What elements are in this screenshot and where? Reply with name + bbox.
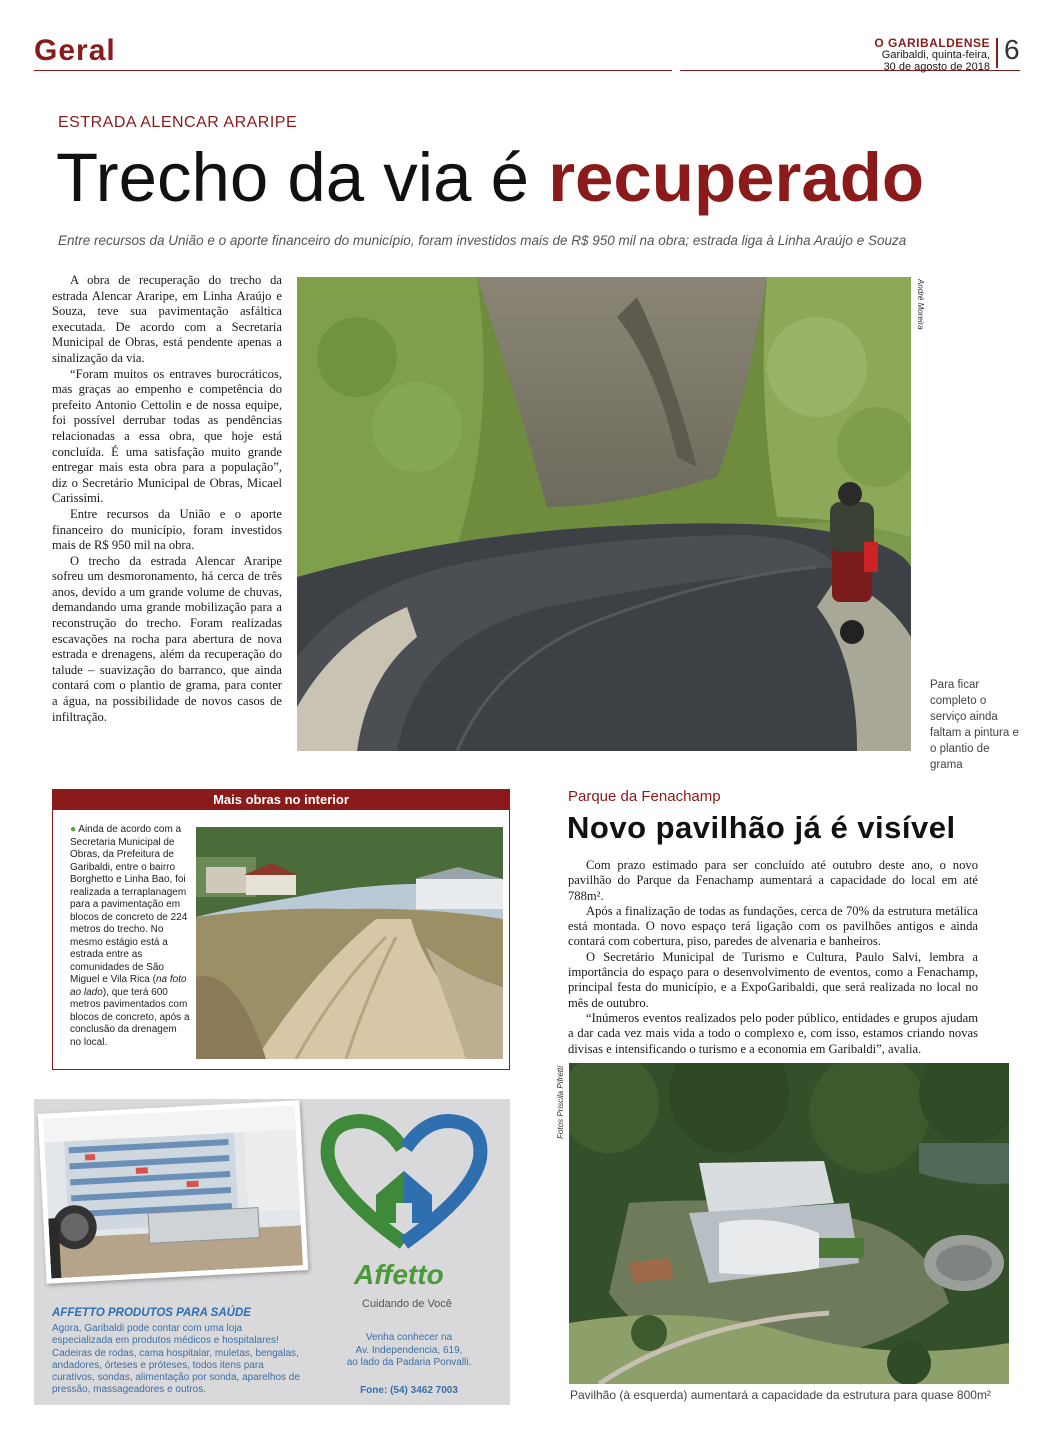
sidebar-box [52, 789, 510, 1070]
ad-tagline: Cuidando de Você [362, 1298, 452, 1310]
ad-phone: Fone: (54) 3462 7003 [360, 1385, 458, 1396]
body-paragraph: Com prazo estimado para ser concluído até outubro deste ano, o novo pavilhão do Parque da Fenachamp aumentará a capacidade do local em até 788m². [568, 858, 978, 903]
address-line: Av. Independencia, 619, [355, 1344, 463, 1356]
edition-date: 30 de agosto de 2018 [883, 61, 990, 73]
article-body [568, 858, 978, 1057]
ad-brand: Affetto [354, 1259, 444, 1290]
aerial-park-illustration [569, 1063, 1009, 1384]
store-illustration [43, 1106, 303, 1279]
page-separator [996, 38, 998, 68]
page-number: 6 [1004, 34, 1020, 65]
advertisement [34, 1099, 510, 1405]
photo-credit: André Moreira [916, 279, 925, 330]
heart-house-logo-icon [314, 1113, 494, 1253]
photo-caption: Para ficar completo o serviço ainda faltam a pintura e o plantio de grama [930, 679, 1019, 771]
dirt-road-photo [196, 827, 503, 1059]
body-paragraph: Após a finalização de todas as fundações, cerca de 70% da estrutura metálica está montada. O novo espaço terá ligação com os pavilhões antigos e ainda contará com cobertura, piso, paredes de alvenaria e banheiros. [568, 903, 978, 949]
article-kicker: ESTRADA ALENCAR ARARIPE [58, 114, 298, 131]
place-day: Garibaldi, quinta-feira, [881, 49, 990, 61]
sidebar-text-italic: na foto ao lado [70, 974, 187, 998]
ad-address [334, 1332, 484, 1370]
body-paragraph: Entre recursos da União e o aporte financeiro do município, foram investidos mais de R$ 950 mil na obra. [52, 506, 282, 553]
sidebar-text [70, 824, 190, 1049]
article-headline: Novo pavilhão já é visível [567, 810, 956, 845]
sidebar-title: Mais obras no interior [53, 790, 509, 810]
road-photo [297, 277, 911, 751]
road-illustration [297, 277, 911, 751]
dirt-road-illustration [196, 827, 503, 1059]
body-paragraph: O Secretário Municipal de Turismo e Cultura, Paulo Salvi, lembra a importância do espaço para o desenvolvimento de eventos, como a Fenachamp, principal festa do município, e a ExpoGaribaldi, que será realizada no local no mês de outubro. [568, 949, 978, 1010]
ad-text: Agora, Garibaldi pode contar com uma loja especializada em produtos médicos e hospitalares! Cadeiras de rodas, cama hospitalar, muletas, bengalas, andadores, órteses e próteses, todos itens para curativos, sondas, alimentação por sonda, aparelhos de pressão, massageadores e outros. [52, 1323, 300, 1396]
body-paragraph: A obra de recuperação do trecho da estrada Alencar Araripe, em Linha Araújo e Souza, teve sua pavimentação asfáltica executada. De acordo com a Secretaria Municipal de Obras, está pendente apenas a sinalização da via. [52, 273, 282, 365]
section-title: Geral [34, 34, 116, 67]
ad-title: AFFETTO PRODUTOS PARA SAÚDE [52, 1307, 251, 1319]
article-body [52, 273, 282, 725]
headline-accent: recuperado [548, 139, 924, 216]
bullet-icon: ● [70, 824, 77, 835]
article-headline [56, 136, 924, 220]
affetto-logo [314, 1113, 494, 1253]
headline-lead: Trecho da via é [56, 139, 549, 216]
article-subhead: Entre recursos da União e o aporte financeiro do município, foram investidos mais de R$ 950 mil na obra; estrada liga à Linha Araújo e Souza [58, 233, 907, 248]
paper-name: O GARIBALDENSE [874, 36, 990, 50]
address-line: Venha conhecer na [365, 1332, 453, 1343]
body-paragraph: O trecho da estrada Alencar Araripe sofreu um desmoronamento, há cerca de três anos, devido a um grande volume de chuvas, demandando uma grande mobilização para a reconstrução do trecho. Foram realizadas escavações na rocha para abertura de nova estrada e drenagens, além da recuperação do talude – suavização do barranco, que ainda contará com o plantio de grama, para conter a água, na possibilidade de novos casos de infiltração. [52, 553, 282, 724]
article-kicker: Parque da Fenachamp [568, 788, 721, 805]
photo-credit: Fotos Priscila Pifretti [556, 1066, 565, 1139]
sidebar-text-part: ), que terá 600 metros pavimentados com blocos de concreto, após a conclusão da drenagem no local. [70, 986, 190, 1048]
masthead [874, 37, 990, 73]
body-paragraph: “Foram muitos os entraves burocráticos, mas graças ao empenho e competência do prefeito Antonio Cettolin e de nossa equipe, foi possível derrubar todas as pendências relacionadas a essa obra, que hoje está concluída. É uma satisfação muito grande entregar mais esta obra para a população”, diz o Secretário Municipal de Obras, Micael Carissimi. [52, 366, 282, 506]
address-line: ao lado da Padaria Ponvalli. [346, 1357, 472, 1368]
store-photo [38, 1100, 309, 1283]
header-rule [34, 70, 672, 71]
photo-caption: Pavilhão (à esquerda) aumentará a capacidade da estrutura para quase 800m² [570, 1388, 991, 1402]
sidebar-text-part: Ainda de acordo com a Secretaria Municipal de Obras, da Prefeitura de Garibaldi, entre o bairro Borghetto e Linha Bao, foi realizada a terraplanagem para a pavimentação em blocos de concreto de 224 metros do trecho. No mesmo estágio está a estrada entre as comunidades de São Miguel e Vila Rica ( [70, 824, 188, 985]
aerial-photo [569, 1063, 1009, 1384]
body-paragraph: “Inúmeros eventos realizados pelo poder público, entidades e grupos ajudam a dar cada vez mais vida a todo o complexo e, com isso, estamos criando novas divisas e intensificando o turismo e a economia em Garibaldi”, avalia. [568, 1010, 978, 1056]
